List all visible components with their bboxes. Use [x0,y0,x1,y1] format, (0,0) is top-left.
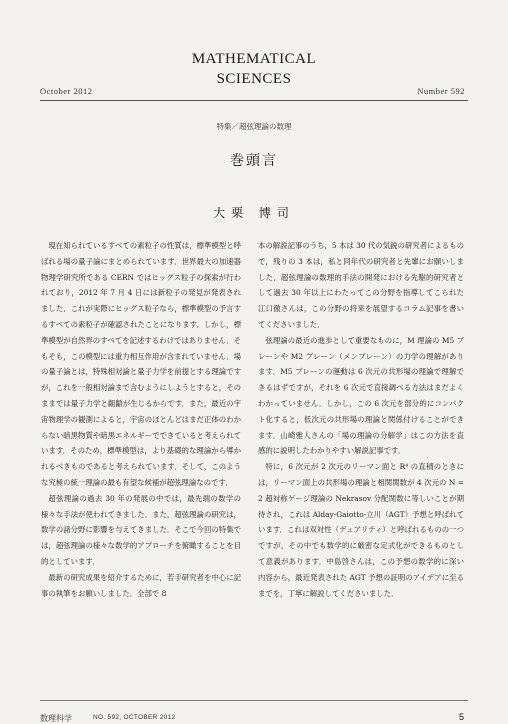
paragraph: 本の解説記事のうち，5 本は 30 代の気鋭の研究者によるもので，残りの 3 本は，私と同年代の研究者と先輩にお願いしました．超弦理論の数理的手法の開発における先駆的研究者として過去 30 年以上にわたってこの分野を指導してこられた江口徹さんは，この分野の将来を展望するコラム記事を書いてくださいました． [258,241,464,329]
footer-rule [40,700,468,701]
paragraph: 特に，6 次元が 2 次元のリーマン面と R⁴ の直積のときには，リーマン面上の共形場の理論と相関関数が 4 次元の N = 2 超対称ゲージ理論の Nekrasov 分配関数に等しいことが期待され，これは Alday-Gaiotto-立川（AGT）予想と呼ばれています．これは双対性（デュアリティ）と呼ばれるものの一つですが，その中でも数学的に厳密な定式化ができるものとして意義があります．中島啓さんは，この予想の数学的に深い内容から，最近発表された AGT 予想の証明のアイデアに至るまでを，丁寧に解説してくださいました． [258,462,464,598]
issue-number: Number 592 [417,86,465,96]
paragraph: 弦理論の最近の進歩として重要なものに，M 理論の M5 ブレーンや M2 ブレーン（メンブレーン）の力学の理解があります．M5 ブレーンの運動は 6 次元の共形場の理論で理解できるはずですが，それを 6 次元で直接調べる方法はまだよくわかっていません．しかし，この 6 次元を部分的にコンパクト化すると，低次元の共形場の理論と関係付けることができます．山崎雅人さんの「場の理論の分解学」はこの方法を直感的に説明したわかりやすい解説記事です． [258,335,464,456]
right-column [258,238,464,601]
footer-journal-name: 数理科学 [40,714,72,723]
journal-masthead [0,50,508,96]
masthead-line-1: MATHEMATICAL [191,51,317,67]
left-column [41,238,241,601]
paragraph: 現在知られているすべての素粒子の性質は，標準模型と呼ばれる場の量子論にまとめられています．世界最大の加速器物理学研究所である CERN ではヒッグス粒子の探索が行われており，2012 年 7 月 4 日には新粒子の発見が発表されました．これが実際にヒッグス粒子なら，標準模型の予言するすべての素粒子が確認されたことになります．しかし，標準模型が自然界のすべてを記述するわけではありません．そもそも，この模型には重力相互作用が含まれていません．場の量子論とは，特殊相対論と量子力学を前提とする理論ですが，これを一般相対論まで含むようにしようとすると，そのままでは量子力学と齟齬が生じるからです．また，最近の宇宙物理学の観測によると，宇宙のほとんどはまだ正体のわからない暗黒物質や暗黒エネルギーでできていると考えられています．そのため，標準模型は，より基礎的な理論から導かれるべきものであると考えられています．そして，このような究極の統一理論の最も有望な候補が超弦理論なのです． [41,241,241,487]
issue-date: October 2012 [40,86,93,96]
header-rule [40,100,468,101]
page-number: 5 [458,712,464,722]
paragraph: 超弦理論の過去 30 年の発展の中では，最先端の数学の様々な手法が使われてきました．また，超弦理論の研究は，数学の諸分野に影響を与えてきました．そこで今回の特集では，超弦理論の様々な数学的アプローチを俯瞰することを目的としています． [41,493,241,566]
special-issue-label: 特集／超弦理論の数理 [216,122,292,131]
footer-issue: NO. 592, OCTOBER 2012 [93,714,176,721]
masthead-line-2: SCIENCES [216,71,292,87]
paragraph: 最新の研究成果を紹介するために，若手研究者を中心に記事の執筆をお願いしました．全部で 8 [41,572,241,598]
author-name: 大栗 博司 [213,206,295,220]
article-title: 巻頭言 [230,153,278,169]
